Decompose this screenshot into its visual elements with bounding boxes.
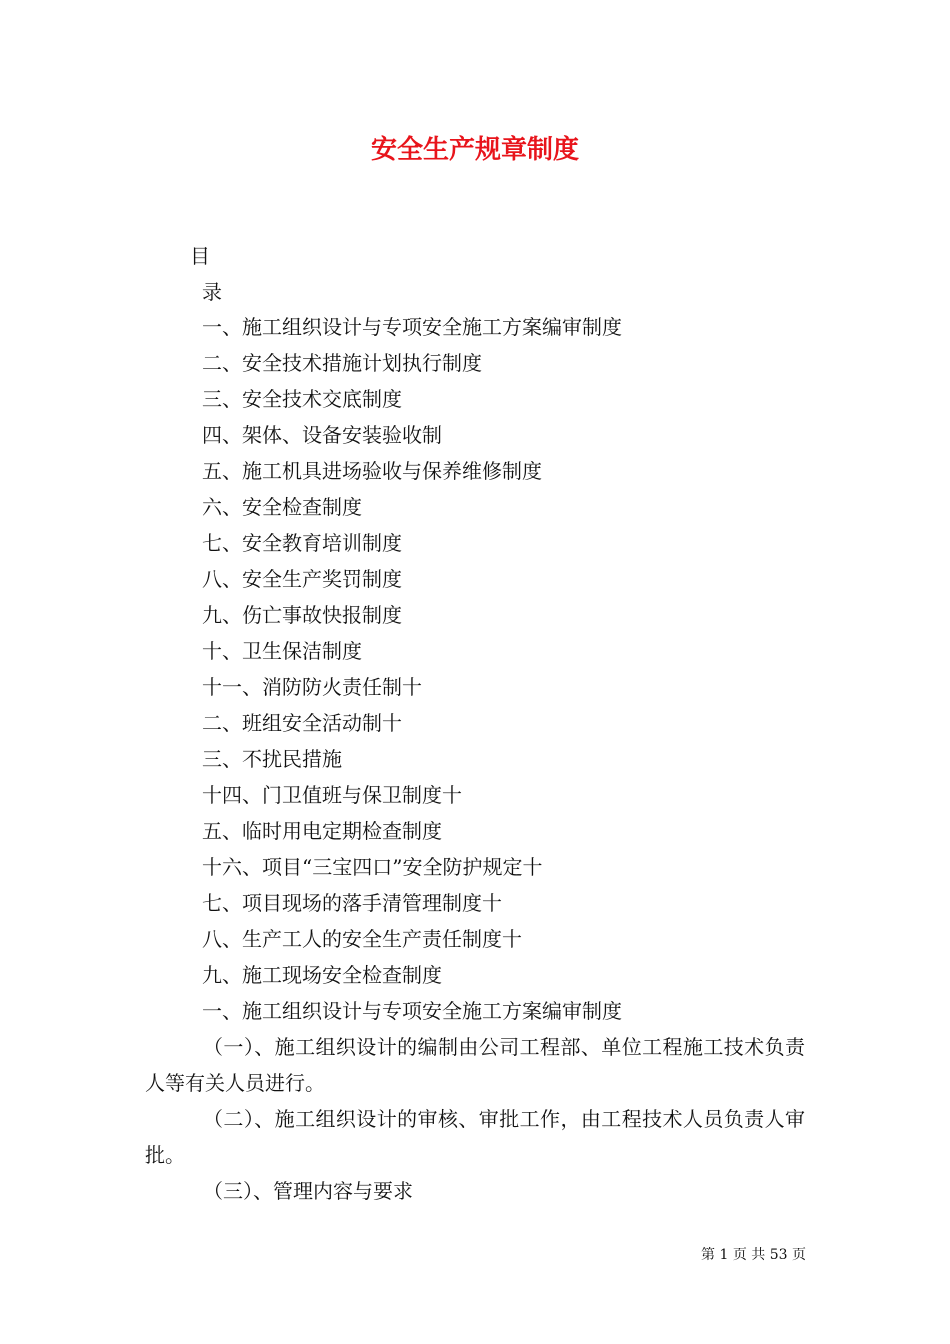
section-heading: 一、施工组织设计与专项安全施工方案编审制度 — [202, 999, 622, 1023]
paragraph: （一）、施工组织设计的编制由公司工程部、单位工程施工技术负责人等有关人员进行。 — [145, 1035, 805, 1095]
toc-item: 十一、消防防火责任制十 — [202, 675, 422, 699]
paragraph: （二）、施工组织设计的审核、审批工作，由工程技术人员负责人审批。 — [145, 1107, 805, 1167]
paragraph: （三）、管理内容与要求 — [203, 1179, 413, 1203]
toc-item: 四、架体、设备安装验收制 — [202, 423, 442, 447]
toc-heading — [190, 238, 222, 310]
toc-heading-line-1: 目 — [190, 244, 210, 268]
toc-item: 七、项目现场的落手清管理制度十 — [202, 891, 502, 915]
toc-item: 二、班组安全活动制十 — [202, 711, 402, 735]
document-title: 安全生产规章制度 — [370, 135, 579, 165]
toc-item: 七、安全教育培训制度 — [202, 531, 402, 555]
body-text — [145, 1029, 805, 1209]
page-footer: 第 1 页 共 53 页 — [701, 1247, 806, 1263]
toc-item: 十、卫生保洁制度 — [202, 639, 362, 663]
toc-item: 十四、门卫值班与保卫制度十 — [202, 783, 462, 807]
toc-item: 十六、项目“三宝四口”安全防护规定十 — [202, 855, 543, 879]
toc-item: 六、安全检查制度 — [202, 495, 362, 519]
toc-item: 九、伤亡事故快报制度 — [202, 603, 402, 627]
toc-item: 五、施工机具进场验收与保养维修制度 — [202, 459, 542, 483]
toc-item: 九、施工现场安全检查制度 — [202, 963, 442, 987]
toc-item: 五、临时用电定期检查制度 — [202, 819, 442, 843]
toc-item: 八、生产工人的安全生产责任制度十 — [202, 927, 522, 951]
toc-item: 八、安全生产奖罚制度 — [202, 567, 402, 591]
toc-item: 一、施工组织设计与专项安全施工方案编审制度 — [202, 315, 622, 339]
toc-item: 二、安全技术措施计划执行制度 — [202, 351, 482, 375]
toc-item: 三、安全技术交底制度 — [202, 387, 402, 411]
toc-item: 三、不扰民措施 — [202, 747, 342, 771]
toc-heading-line-2: 录 — [202, 280, 222, 304]
table-of-contents — [202, 309, 622, 1029]
